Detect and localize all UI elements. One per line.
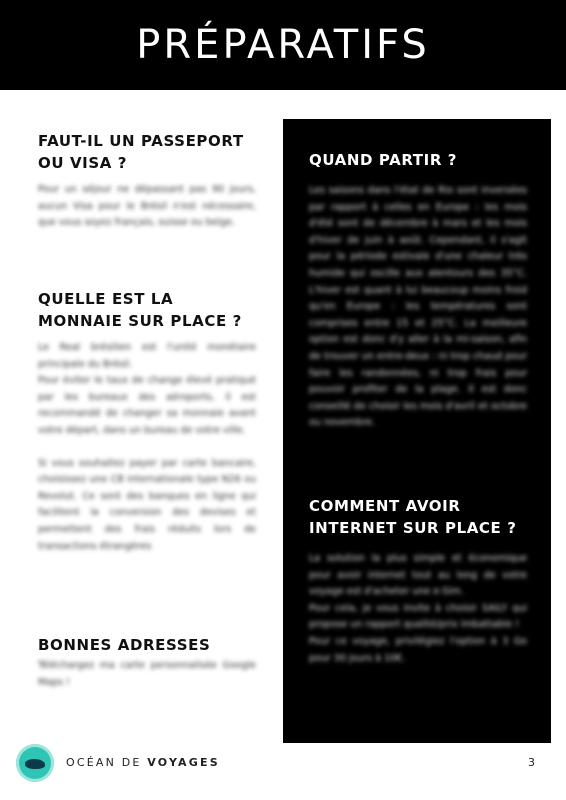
page-number: 3 bbox=[528, 756, 535, 769]
page-title: PRÉPARATIFS bbox=[136, 22, 430, 68]
brand-name bbox=[66, 756, 220, 769]
title-banner bbox=[0, 0, 566, 90]
currency-text-1: Le Real brésilien est l'unité monétaire principale du Brésil. bbox=[38, 342, 256, 370]
internet-text-1: La solution la plus simple et économique pour avoir internet tout au long de votre voyage est d'acheter une e-Sim. bbox=[309, 553, 527, 598]
info-panel bbox=[283, 119, 551, 743]
internet-text-3: Pour ce voyage, privilégiez l'option à 3 Go pour 30 jours à 10€. bbox=[309, 635, 527, 664]
passport-text: Pour un séjour ne dépassant pas 90 jours, aucun Visa pour le Brésil n'est nécessaire, que vous soyez français, suisse ou belge. bbox=[38, 184, 256, 229]
addresses-heading: BONNES ADRESSES bbox=[38, 636, 211, 654]
currency-text-2: Pour éviter le taux de change élevé pratiqué par les bureaux des aéroports, il est recommandé de changer sa monnaie avant votre départ, dans un bureau de votre ville. bbox=[38, 375, 256, 436]
brand-name-bold: VOYAGES bbox=[147, 756, 220, 769]
brand-logo-icon bbox=[16, 744, 54, 782]
internet-heading: COMMENT AVOIR INTERNET SUR PLACE ? bbox=[309, 497, 517, 537]
when-section bbox=[309, 149, 527, 432]
addresses-section bbox=[38, 634, 256, 691]
currency-section bbox=[38, 288, 256, 555]
internet-section bbox=[309, 495, 527, 667]
brand-name-light: OCÉAN DE bbox=[66, 756, 148, 769]
page-footer bbox=[0, 740, 566, 800]
addresses-text[interactable]: Téléchargez ma carte personnalisée Google Maps ! bbox=[38, 660, 256, 688]
internet-text-2: Pour cela, je vous invite à choisir SAILY qui propose un rapport qualité/prix imbattable ! bbox=[309, 602, 527, 631]
when-heading: QUAND PARTIR ? bbox=[309, 151, 458, 169]
currency-text-3: Si vous souhaitez payer par carte bancaire, choisissez une CB internationale type N26 ou Revolut. Ce sont des banques en ligne qui facilitent la conversion des devises et permettent des frais réduits lors de transactions étrangères bbox=[38, 457, 256, 552]
passport-heading: FAUT-IL UN PASSEPORT OU VISA ? bbox=[38, 132, 244, 172]
when-text: Les saisons dans l'état de Rio sont inversées par rapport à celles en Europe : les mois d'été sont de décembre à mars et les mois d'hiver de juin à août. Cependant, il s'agit pour la période estivale d'une chaleur très humide qui oscille aux alentours des 35°C. L'hiver est quant à lui beaucoup moins froid qu'en Europe : les températures sont comprises entre 15 et 25°C. La meilleure option est donc d'y aller à la mi-saison, afin de trouver un entre-deux : ni trop chaud pour faire les randonnées, ni trop frais pour pouvoir profiter de la plage. Il est donc conseillé de choisir les mois d'avril et octobre ou novembre. bbox=[309, 185, 527, 429]
currency-heading: QUELLE EST LA MONNAIE SUR PLACE ? bbox=[38, 290, 242, 330]
passport-section bbox=[38, 130, 256, 232]
logo-map-shape bbox=[25, 759, 45, 769]
